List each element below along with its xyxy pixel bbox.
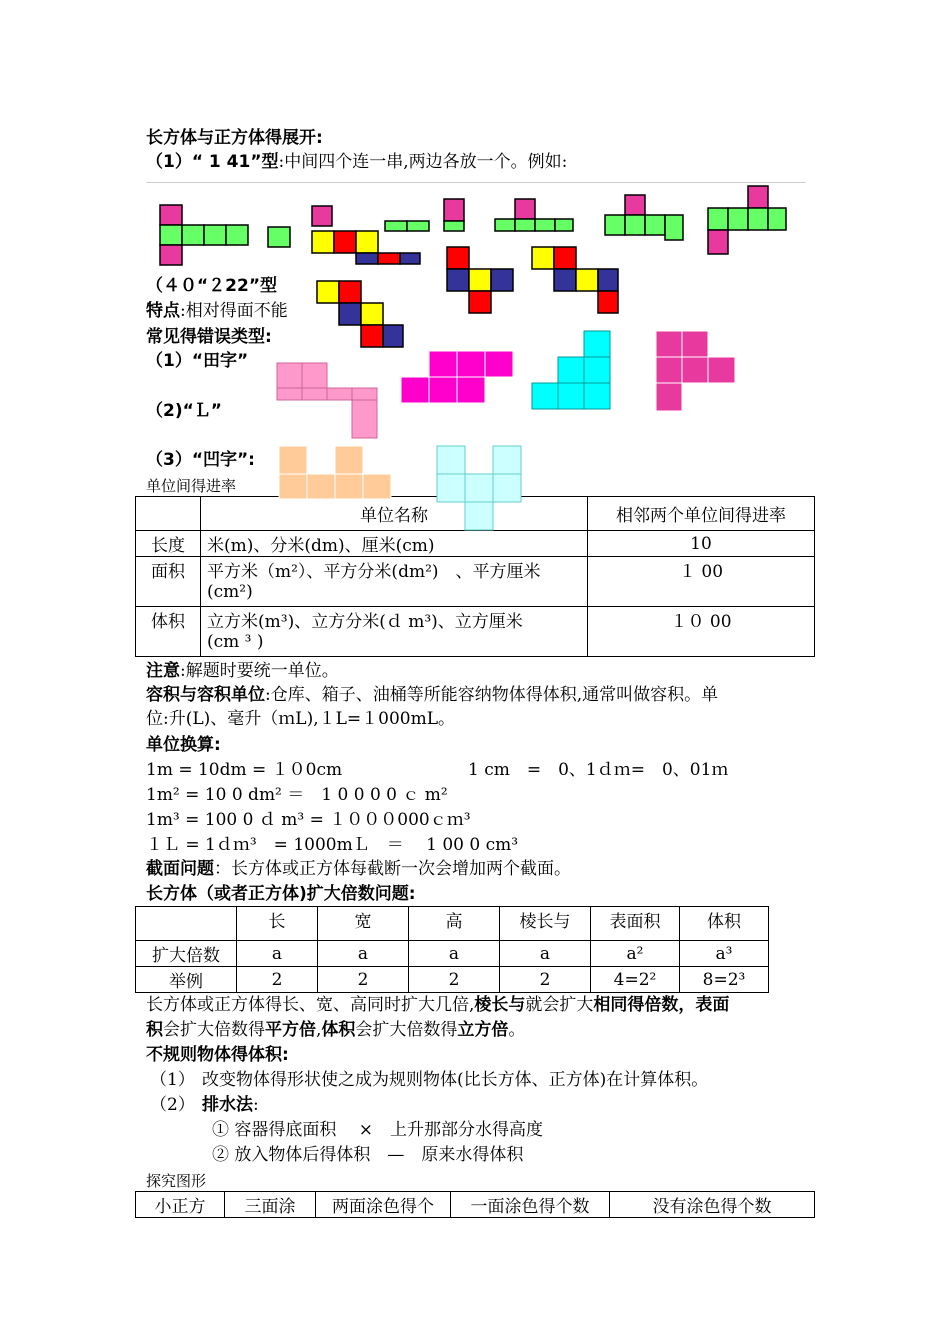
text-run: , <box>316 1020 322 1040</box>
table-cell: a <box>409 941 500 967</box>
table-header-cell: 长 <box>237 907 318 941</box>
table-header-cell: 体积 <box>680 907 769 941</box>
table-cell: １ 00 <box>588 557 815 607</box>
net-222-b <box>447 247 513 313</box>
drain-formula-1: ① 容器得底面积 × 上升那部分水得高度 <box>212 1120 544 1140</box>
irregular-item-2 <box>202 1094 259 1116</box>
text-run: 棱长与 <box>474 995 526 1015</box>
explore-caption: 探究图形 <box>146 1172 207 1190</box>
section-line <box>146 858 571 880</box>
net-222-d <box>317 281 403 347</box>
table-cell: 4=2² <box>591 967 680 993</box>
type-141-text: :中间四个连一串,两边各放一个。例如: <box>278 152 568 172</box>
conversion-2: 1m² = 10 0 dm² ＝ 1 0 0 0 0 ｃ m² <box>146 785 448 805</box>
table-cell: a³ <box>680 941 769 967</box>
conversion-1b: 1 cm = 0、1ｄｍ= 0、01ｍ <box>468 760 729 780</box>
capacity-line-2: 位:升(L)、毫升（ｍL),１L=１000mL。 <box>146 709 455 729</box>
table-header-cell: 没有涂色得个数 <box>610 1192 815 1218</box>
error-3: （3）“凹字”: <box>146 450 255 470</box>
irregular-item-1-num: （1） <box>150 1070 195 1090</box>
text-run: : <box>253 1095 259 1115</box>
table-header-cell: 一面涂色得个数 <box>451 1192 610 1218</box>
table-header-cell: 单位名称 <box>201 497 588 531</box>
expand-table <box>135 906 769 993</box>
net-1 <box>160 205 248 265</box>
irregular-title: 不规则物体得体积: <box>146 1045 289 1065</box>
table-cell: 扩大倍数 <box>136 941 237 967</box>
table-cell: 8=2³ <box>680 967 769 993</box>
section-label: 截面问题 <box>146 859 214 879</box>
table-cell: a <box>318 941 409 967</box>
table-header-cell: 高 <box>409 907 500 941</box>
net-222-a <box>312 231 420 264</box>
cube-net-figures <box>0 0 950 540</box>
errors-title: 常见得错误类型: <box>146 327 272 347</box>
section-text: ：长方体或正方体每截断一次会增加两个截面。 <box>214 859 571 879</box>
net-3 <box>385 199 464 231</box>
text-run: 相同得倍数 <box>593 995 679 1015</box>
capacity-text: :仓库、箱子、油桶等所能容纳物体得体积,通常叫做容积。单 <box>265 685 719 705</box>
feature-text: :相对得面不能 <box>180 301 288 321</box>
table-cell: 2 <box>500 967 591 993</box>
error-net-5 <box>279 446 391 499</box>
table-header-cell: 相邻两个单位间得进率 <box>588 497 815 531</box>
error-2: （2)“Ｌ” <box>146 401 222 421</box>
table-header-cell <box>136 907 237 941</box>
table-header-row <box>136 907 769 941</box>
table-cell: a <box>237 941 318 967</box>
text-run: 立方倍 <box>457 1020 509 1040</box>
error-net-6 <box>437 446 521 530</box>
net-title: 长方体与正方体得展开: <box>146 128 323 148</box>
table-header-cell: 小正方 <box>136 1192 225 1218</box>
table-cell: 体积 <box>136 607 201 657</box>
type-40-label: （４０“２22”型 <box>146 276 278 296</box>
attention-line <box>146 660 339 682</box>
error-net-1 <box>277 363 377 438</box>
table-header-cell: 三面涂 <box>225 1192 316 1218</box>
conclusion-line-1 <box>146 994 729 1016</box>
error-net-3 <box>532 331 610 409</box>
net-4 <box>495 199 573 231</box>
text-run: 积 <box>146 1020 163 1040</box>
capacity-line <box>146 684 718 706</box>
net-6 <box>708 186 786 254</box>
text-run: 平方倍 <box>265 1020 316 1040</box>
error-net-2 <box>401 351 513 403</box>
feature-label: 特点 <box>146 301 180 321</box>
unit-rate-caption: 单位间得进率 <box>146 477 237 495</box>
text-run: 体积 <box>321 1020 356 1040</box>
conversion-title: 单位换算: <box>146 735 221 755</box>
table-header-cell: 棱长与 <box>500 907 591 941</box>
table-cell: １０ 00 <box>588 607 815 657</box>
table-cell: 米(m)、分米(dm)、厘米(cm) <box>201 531 588 557</box>
attention-text: :解题时要统一单位。 <box>180 661 339 681</box>
cell-line: 平方米（m²）、平方分米(dm²) 、平方厘米 <box>207 562 541 582</box>
conversion-1a: 1m = 10dm = １０0cm <box>146 760 343 780</box>
attention-label: 注意 <box>146 661 180 681</box>
text-run: 排水法 <box>202 1095 253 1115</box>
error-net-4 <box>656 331 735 411</box>
drain-formula-2: ② 放入物体后得体积 — 原来水得体积 <box>212 1145 524 1165</box>
irregular-item-1: 改变物体得形状使之成为规则物体(比长方体、正方体)在计算体积。 <box>202 1070 709 1090</box>
error-1: （1）“田字” <box>146 351 249 371</box>
type-141-label: （1）“ 1 41”型 <box>146 152 279 172</box>
text-run: 长方体或正方体得长、宽、高同时扩大几倍, <box>146 995 475 1015</box>
text-run: 。 <box>508 1020 526 1040</box>
capacity-label: 容积与容积单位 <box>146 685 265 705</box>
table-row <box>136 557 815 607</box>
explore-table <box>135 1191 815 1218</box>
conversion-3: 1m³ = 100 0 ｄ m³ = １０００000ｃｍ³ <box>146 810 471 830</box>
table-cell: 2 <box>409 967 500 993</box>
text-run: ，表面 <box>678 995 730 1015</box>
cell-line: 立方米(m³)、立方分米(ｄ m³)、立方厘米 <box>207 612 523 632</box>
table-header-cell: 表面积 <box>591 907 680 941</box>
conclusion-line-2 <box>146 1019 525 1041</box>
table-header-row <box>136 1192 815 1218</box>
table-header-cell: 宽 <box>318 907 409 941</box>
table-cell <box>201 607 588 657</box>
table-cell: a <box>500 941 591 967</box>
table-cell: 面积 <box>136 557 201 607</box>
table-cell <box>201 557 588 607</box>
table-cell: a² <box>591 941 680 967</box>
expand-title: 长方体（或者正方体)扩大倍数问题: <box>146 884 416 904</box>
irregular-item-2-num: （2） <box>150 1095 195 1115</box>
conversion-4: １Ｌ = 1ｄｍ³ = 1000mＬ ＝ 1 00 0 cm³ <box>146 835 519 855</box>
table-header-cell: 两面涂色得个 <box>316 1192 451 1218</box>
text-run: 会扩大倍数得 <box>355 1020 458 1040</box>
table-row <box>136 607 815 657</box>
cell-line: (cm ³ ) <box>207 632 264 652</box>
net-222-c <box>532 247 618 313</box>
table-cell: 举例 <box>136 967 237 993</box>
table-row <box>136 941 769 967</box>
table-cell: 2 <box>237 967 318 993</box>
table-cell: 长度 <box>136 531 201 557</box>
net-5 <box>605 195 683 240</box>
table-cell: 2 <box>318 967 409 993</box>
cell-line: (cm²) <box>207 582 253 602</box>
text-run: 就会扩大 <box>525 995 594 1015</box>
table-row <box>136 967 769 993</box>
table-cell: 10 <box>588 531 815 557</box>
text-run: 会扩大倍数得 <box>163 1020 265 1040</box>
